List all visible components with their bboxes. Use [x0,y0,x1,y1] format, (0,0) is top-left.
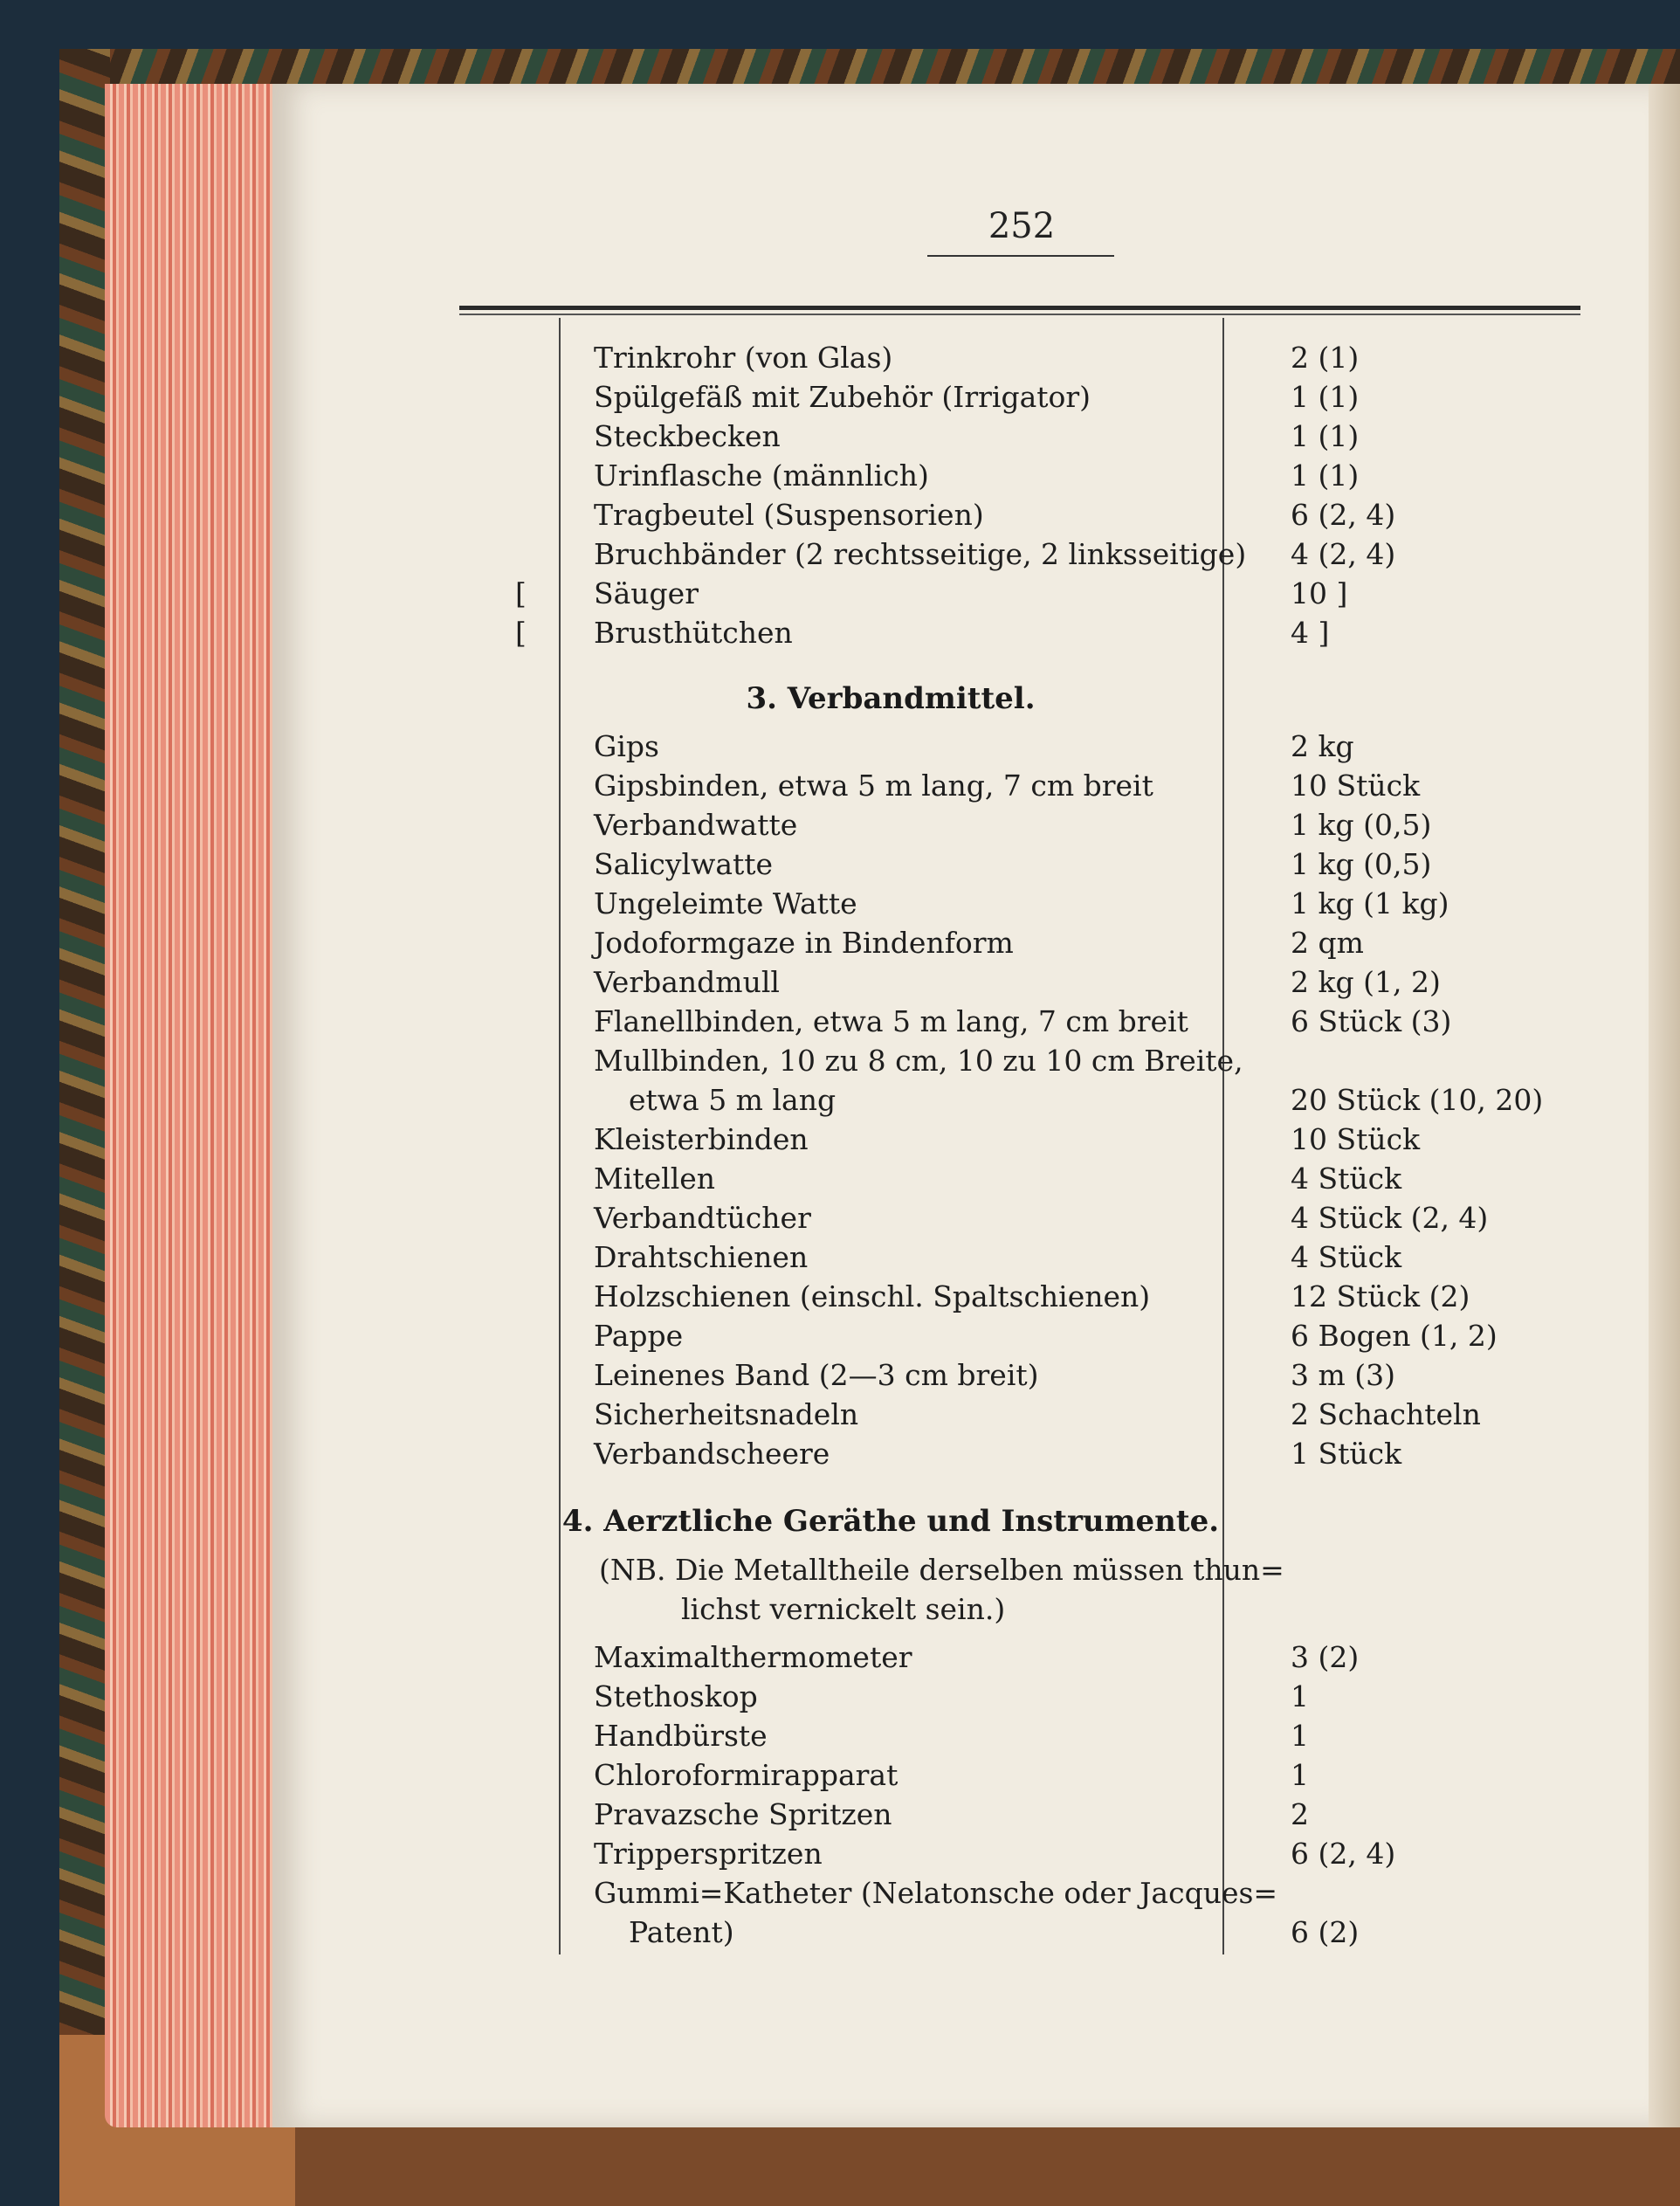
item-name: Bruchbänder (2 rechtsseitige, 2 linksseitige) [594,537,1247,571]
bracket-mark: [ [515,616,527,650]
item-name: Sicherheitsnadeln [594,1397,859,1431]
table-row [0,808,1680,846]
item-name: Maximalthermometer [594,1640,912,1674]
table-row [0,1240,1680,1279]
item-quantity: 1 (1) [1291,380,1360,414]
table-row [0,1837,1680,1875]
item-name: Ungeleimte Watte [594,886,857,920]
item-name: Verbandscheere [594,1437,830,1471]
item-name: Tragbeutel (Suspensorien) [594,498,984,532]
table-row [0,729,1680,768]
item-quantity: 6 (2, 4) [1291,1837,1396,1871]
table-row [0,1679,1680,1718]
item-name: Kleisterbinden [594,1122,809,1156]
item-name: Brusthütchen [594,616,793,650]
item-quantity: 4 Stück [1291,1162,1402,1196]
item-quantity: 1 [1291,1679,1309,1713]
item-quantity: 1 kg (0,5) [1291,847,1432,881]
item-quantity: 6 Stück (3) [1291,1004,1452,1038]
section-heading: 4. Aerztliche Geräthe und Instrumente. [561,1504,1220,1539]
table-top-rule [459,306,1580,310]
item-quantity: 4 Stück [1291,1240,1402,1274]
section-note: (NB. Die Metalltheile derselben müssen thun= [599,1553,1284,1587]
item-quantity: 1 Stück [1291,1437,1402,1471]
page-number-rule [927,255,1114,257]
item-quantity: 3 (2) [1291,1640,1360,1674]
item-quantity: 2 [1291,1797,1309,1831]
table-row [0,1044,1680,1082]
item-name: Chloroformirapparat [594,1758,899,1792]
item-quantity: 10 ] [1291,576,1348,610]
item-name: Gummi=Katheter (Nelatonsche oder Jacques= [594,1876,1278,1910]
item-name: Pravazsche Spritzen [594,1797,892,1831]
item-quantity: 6 (2, 4) [1291,498,1396,532]
table-row [0,926,1680,964]
table-row [0,886,1680,925]
table-row [0,1397,1680,1436]
item-name: Handbürste [594,1719,768,1753]
section-heading: 3. Verbandmittel. [746,681,1036,716]
item-quantity: 3 m (3) [1291,1358,1396,1392]
table-row [0,576,1680,615]
item-quantity: 1 kg (1 kg) [1291,886,1449,920]
item-quantity: 1 kg (0,5) [1291,808,1432,842]
table-row [0,847,1680,886]
item-quantity: 4 Stück (2, 4) [1291,1201,1489,1235]
table-row [0,1797,1680,1836]
item-quantity: 10 Stück [1291,1122,1421,1156]
item-name: Flanellbinden, etwa 5 m lang, 7 cm breit [594,1004,1188,1038]
item-quantity: 2 (1) [1291,341,1360,375]
item-quantity: 2 kg (1, 2) [1291,965,1441,999]
table-row [0,1719,1680,1757]
item-name: Stethoskop [594,1679,758,1713]
item-name: Holzschienen (einschl. Spaltschienen) [594,1279,1151,1313]
item-quantity: 6 (2) [1291,1915,1360,1949]
table-row [0,1358,1680,1396]
table-row [0,1319,1680,1357]
table-row [0,1004,1680,1043]
item-quantity: 2 Schachteln [1291,1397,1481,1431]
item-name: Mullbinden, 10 zu 8 cm, 10 zu 10 cm Breite, [594,1044,1243,1078]
table-row [0,341,1680,379]
item-name: Urinflasche (männlich) [594,458,929,493]
bracket-mark: [ [515,576,527,610]
item-quantity: 2 qm [1291,926,1364,960]
table-row [0,419,1680,458]
table-row [0,537,1680,576]
item-name: Pappe [594,1319,684,1353]
table-row [0,1915,1680,1954]
table-row [0,1083,1680,1121]
page-number: 252 [988,206,1056,246]
item-quantity: 1 (1) [1291,419,1360,453]
item-name: Tripperspritzen [594,1837,823,1871]
table-row [0,1640,1680,1679]
table-row [0,616,1680,654]
table-row [0,1122,1680,1161]
table-row [0,1162,1680,1200]
item-name: etwa 5 m lang [629,1083,837,1117]
table-top-rule-thin [459,314,1580,315]
item-quantity: 6 Bogen (1, 2) [1291,1319,1498,1353]
item-name: Jodoformgaze in Bindenform [594,926,1014,960]
item-name: Verbandwatte [594,808,798,842]
table-row [0,1437,1680,1475]
item-quantity: 1 (1) [1291,458,1360,493]
item-quantity: 1 [1291,1719,1309,1753]
section-note: lichst vernickelt sein.) [681,1592,1006,1626]
item-quantity: 4 ] [1291,616,1330,650]
item-quantity: 4 (2, 4) [1291,537,1396,571]
item-name: Trinkrohr (von Glas) [594,341,893,375]
item-name: Patent) [629,1915,734,1949]
table-row [0,1201,1680,1239]
item-name: Verbandmull [594,965,780,999]
table-row [0,1758,1680,1796]
item-name: Gipsbinden, etwa 5 m lang, 7 cm breit [594,769,1153,803]
item-quantity: 10 Stück [1291,769,1421,803]
item-name: Säuger [594,576,699,610]
item-name: Drahtschienen [594,1240,809,1274]
table-row [0,458,1680,497]
item-name: Verbandtücher [594,1201,811,1235]
item-quantity: 12 Stück (2) [1291,1279,1470,1313]
table-row [0,498,1680,536]
item-name: Gips [594,729,659,763]
table-row [0,380,1680,418]
item-name: Salicylwatte [594,847,774,881]
item-quantity: 1 [1291,1758,1309,1792]
table-row [0,1876,1680,1914]
item-quantity: 20 Stück (10, 20) [1291,1083,1544,1117]
item-name: Leinenes Band (2—3 cm breit) [594,1358,1039,1392]
item-quantity: 2 kg [1291,729,1354,763]
item-name: Steckbecken [594,419,781,453]
table-row [0,965,1680,1003]
item-name: Mitellen [594,1162,716,1196]
table-row [0,769,1680,807]
item-name: Spülgefäß mit Zubehör (Irrigator) [594,380,1091,414]
table-row [0,1279,1680,1318]
